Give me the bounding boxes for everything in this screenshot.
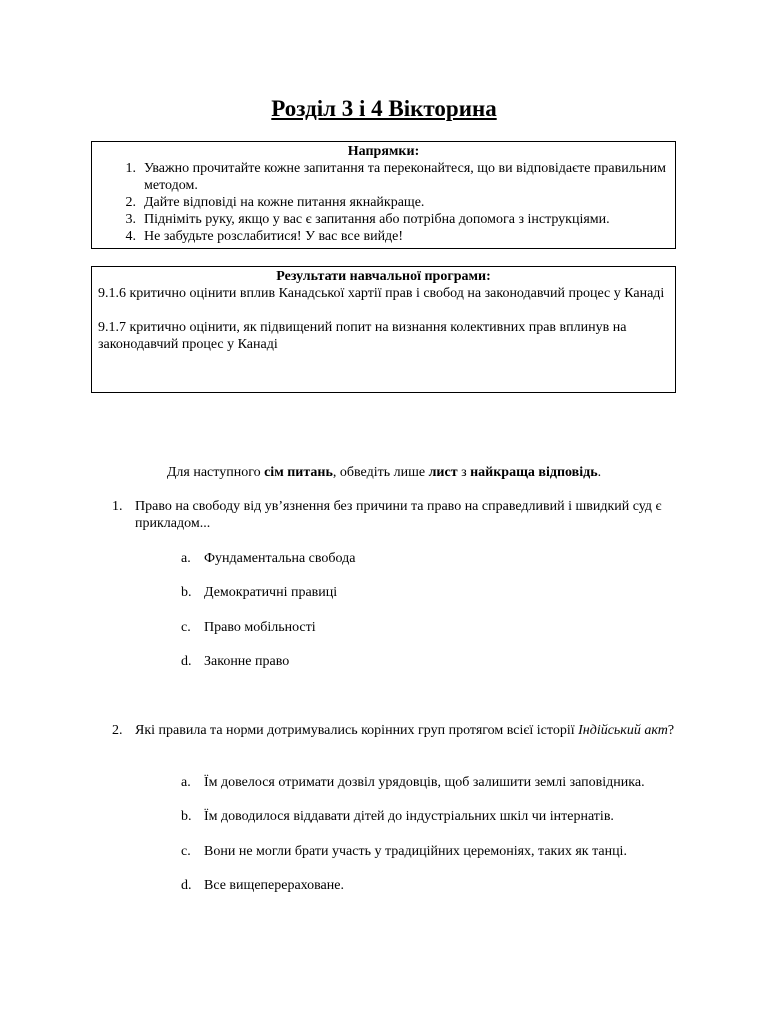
answer-option[interactable] — [181, 619, 681, 636]
directions-item-number: 3. — [125, 212, 136, 227]
instruction-part: . — [597, 465, 602, 480]
answer-option[interactable] — [181, 584, 681, 601]
directions-item — [92, 211, 675, 228]
directions-item-number: 4. — [125, 229, 136, 244]
option-text: Все вищеперераховане. — [204, 878, 344, 893]
question-text-italic: Індійський акт — [578, 723, 668, 738]
option-text: Їм довелося отримати дозвіл урядовців, щоб залишити землі заповідника. — [204, 775, 645, 790]
directions-heading: Напрямки: — [347, 144, 420, 159]
directions-item-text: Підніміть руку, якщо у вас є запитання або потрібна допомога з інструкціями. — [144, 212, 610, 227]
option-text: Законне право — [204, 654, 290, 669]
instruction-bold: сім питань — [264, 465, 333, 480]
question-number: 1. — [112, 499, 123, 514]
instruction-part: Для наступного — [166, 465, 265, 480]
question-2 — [112, 722, 677, 739]
question-number: 2. — [112, 723, 123, 738]
outcome-item: 9.1.6 критично оцінити вплив Канадської хартії прав і свобод на законодавчий процес у Канаді — [98, 286, 665, 301]
option-text: Право мобільності — [204, 620, 316, 635]
option-letter: c. — [181, 620, 191, 635]
instruction-bold: найкраща відповідь — [470, 465, 598, 480]
directions-item — [92, 194, 675, 211]
option-letter: d. — [181, 654, 192, 669]
directions-item — [92, 160, 675, 194]
question-text-part: Які правила та норми дотримувались корінних груп протягом всієї історії — [135, 723, 579, 738]
answer-option[interactable] — [181, 843, 681, 860]
directions-item — [92, 228, 675, 245]
option-text: Фундаментальна свобода — [204, 551, 356, 566]
directions-item-number: 2. — [125, 195, 136, 210]
instruction-part: з — [457, 465, 471, 480]
directions-item-number: 1. — [125, 161, 136, 176]
outcomes-heading: Результати навчальної програми: — [276, 269, 491, 284]
directions-item-text: Не забудьте розслабитися! У вас все вийде! — [144, 229, 404, 244]
instruction-part: , обведіть лише — [332, 465, 429, 480]
question-1 — [112, 498, 677, 532]
answer-option[interactable] — [181, 774, 681, 791]
option-text: Їм доводилося віддавати дітей до індустріальних шкіл чи інтернатів. — [204, 809, 614, 824]
answer-option[interactable] — [181, 550, 681, 567]
question-text-part: ? — [667, 723, 675, 738]
option-letter: b. — [181, 585, 192, 600]
question-text — [135, 722, 677, 739]
option-letter: c. — [181, 844, 191, 859]
page-title: Розділ 3 і 4 Вікторина — [271, 96, 497, 121]
instruction-bold: лист — [428, 465, 458, 480]
outcome-item: 9.1.7 критично оцінити, як підвищений попит на визнання колективних прав вплинув на законодавчий процес у Канаді — [98, 320, 627, 352]
question-text: Право на свободу від ув’язнення без причини та право на справедливий і швидкий суд є прикладом... — [135, 499, 662, 531]
directions-item-text: Уважно прочитайте кожне запитання та переконайтеся, що ви відповідаєте правильним методом. — [144, 161, 666, 193]
option-letter: a. — [181, 551, 191, 566]
directions-list — [92, 160, 675, 245]
directions-box — [91, 141, 676, 249]
directions-item-text: Дайте відповіді на кожне питання якнайкраще. — [144, 195, 425, 210]
option-letter: b. — [181, 809, 192, 824]
answer-option[interactable] — [181, 808, 681, 825]
option-letter: a. — [181, 775, 191, 790]
instruction-text — [0, 464, 768, 481]
option-text: Демократичні правиці — [204, 585, 338, 600]
answer-option[interactable] — [181, 653, 681, 670]
option-letter: d. — [181, 878, 192, 893]
answer-option[interactable] — [181, 877, 681, 894]
outcomes-box — [91, 266, 676, 393]
option-text: Вони не могли брати участь у традиційних церемоніях, таких як танці. — [204, 844, 627, 859]
